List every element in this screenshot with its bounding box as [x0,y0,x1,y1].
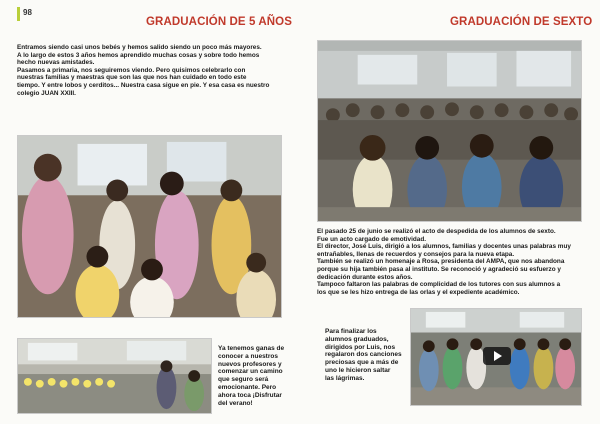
left-intro-text [17,44,287,97]
right-body-line: Fue un acto cargado de emotividad. [317,235,427,243]
video-caption-line: dirigidos por Luis, nos [325,343,396,351]
left-closing-line: Ya tenemos ganas de [218,345,285,352]
left-intro-line: nuestras familias y maestras que son las que nos han cuidado en todo este [17,74,247,82]
video-caption-line: Para finalizar los [325,328,377,335]
left-closing-line: conocer a nuestros [218,352,278,360]
right-body-line: entrañables, llenas de recuerdos y consejos para la nueva etapa. [317,250,515,258]
right-body-line: los que se les hizo entrega de las orlas y el expediente académico. [317,288,520,296]
left-title: GRADUACIÓN DE 5 AÑOS [146,16,292,28]
right-body-line: Tampoco faltaron las palabras de complicidad de los tutores con sus alumnos a [317,281,561,289]
video-caption-text [325,328,409,383]
graduation-6-photo [317,40,582,222]
right-body-text [317,228,587,296]
right-body-line: El director, José Luis, dirigió a los alumnos, familias y docentes unas palabras muy [317,243,571,251]
left-closing-text [218,345,298,407]
left-closing-line: ahora toca ¡Disfrutar [218,391,282,399]
page-number: 98 [23,8,32,17]
right-title: GRADUACIÓN DE SEXTO [450,16,593,28]
right-body-line: También se realizó un homenaje a Rosa, presidenta del AMPA, que nos abandona [317,258,565,266]
right-body-line: dedicación durante estos años. [317,273,413,281]
left-intro-line: Entramos siendo casi unos bebés y hemos salido siendo un poco más mayores. [17,44,262,51]
left-closing-line: del verano! [218,399,253,407]
graduation-5-photo [17,135,282,318]
left-intro-line: tiempo. Y entre lobos y cerditos... Nuestra casa sigue en pie. Y esa casa es nuestro [17,81,270,89]
left-closing-line: emocionante. Pero [218,383,277,391]
left-intro-line: Pasamos a primaria, nos seguiremos viendo. Pero quisimos celebrarlo con [17,66,246,74]
video-caption-line: uno le hicieron saltar [325,366,391,374]
video-caption-line: las lágrimas. [325,374,365,382]
graduation-5-small-photo [17,338,212,414]
left-intro-line: colegio JUAN XXIII. [17,89,76,97]
video-caption-line: regalaron dos canciones [325,351,402,359]
play-icon[interactable] [483,347,511,365]
left-intro-line: A lo largo de estos 3 años hemos aprendido muchas cosas y sobre todo hemos [17,51,260,59]
right-body-line: El pasado 25 de junio se realizó el acto de despedida de los alumnos de sexto. [317,228,556,235]
video-caption-line: preciosas que a más de [325,359,399,367]
video-caption-line: alumnos graduados, [325,335,389,343]
left-closing-line: nuevos profesores y [218,360,282,368]
left-closing-line: comenzar un camino [218,368,283,376]
left-closing-line: que seguro será [218,376,269,384]
page-number-bar [17,7,20,21]
right-body-line: porque su hija también pasa al instituto. Se reconoció y agradeció su esfuerzo y [317,265,561,273]
graduation-6-video[interactable] [410,308,582,406]
left-intro-line: hecho nuevas amistades. [17,59,95,67]
